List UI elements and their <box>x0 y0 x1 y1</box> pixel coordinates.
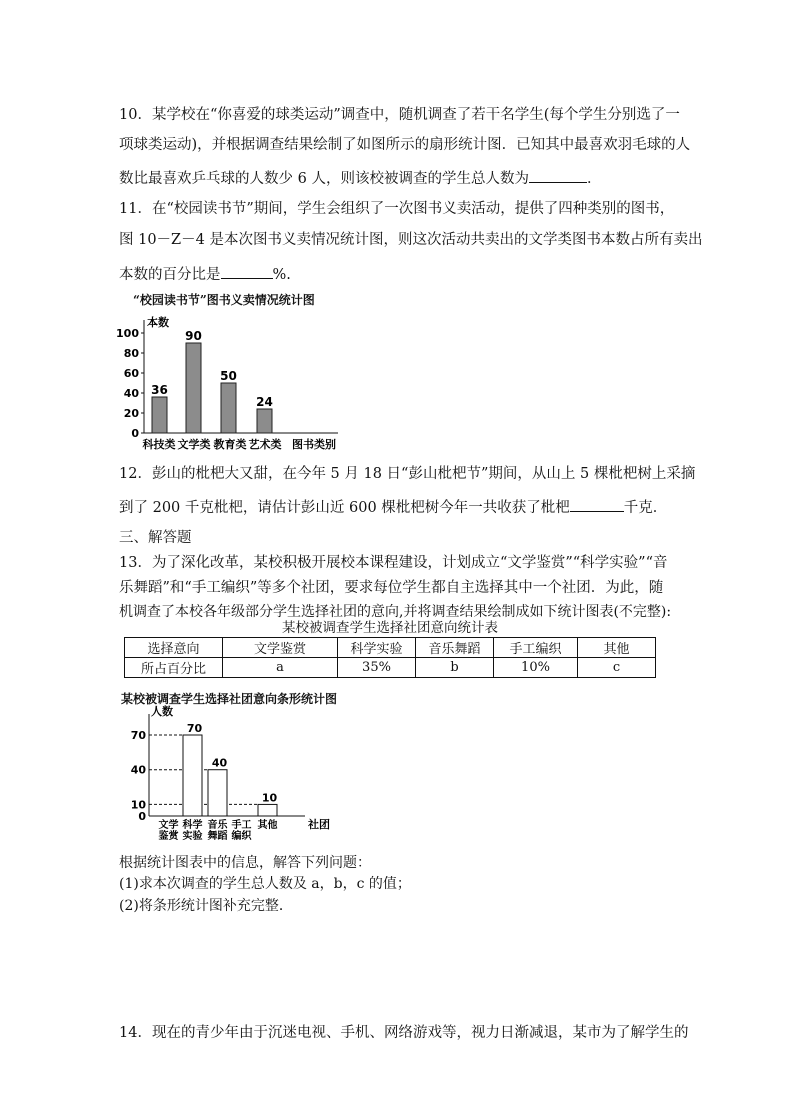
y-tick-label: 60 <box>123 367 139 380</box>
x-axis-label: 社团 <box>308 818 330 831</box>
x-tick-label: 编织 <box>231 831 252 842</box>
q13-after: 根据统计图表中的信息，解答下列问题： <box>119 855 371 871</box>
q10-line2: 项球类运动)，并根据调查结果绘制了如图所示的扇形统计图．已知其中最喜欢羽毛球的人 <box>119 137 691 153</box>
bar <box>221 383 236 433</box>
x-axis-label: 图书类别 <box>292 438 336 451</box>
q10-line3-end: ． <box>586 171 602 187</box>
data-label: 36 <box>151 383 168 397</box>
bar <box>186 343 201 433</box>
section-heading: 三、解答题 <box>119 530 192 546</box>
table-cell: 所占百分比 <box>125 658 223 678</box>
q10-line3 <box>119 168 601 188</box>
y-tick-label: 0 <box>131 427 139 440</box>
q12-line2-text: 到了 200 千克枇杷，请估计彭山近 600 棵枇杷树今年一共收获了枇杷 <box>119 500 570 516</box>
x-tick-label: 音乐 <box>207 820 228 831</box>
y-tick-label: 10 <box>130 798 146 812</box>
q12-line2 <box>119 497 667 517</box>
y-axis-label: 本数 <box>147 316 169 329</box>
y-tick-label: 100 <box>116 327 139 340</box>
bar <box>152 397 167 433</box>
table-cell: 手工编织 <box>494 638 578 658</box>
y-tick-label: 40 <box>123 387 139 400</box>
table-row <box>125 658 656 678</box>
y-tick-label: 70 <box>130 729 146 742</box>
table-title: 某校被调查学生选择社团意向统计表 <box>282 620 498 636</box>
q11-line3 <box>119 264 291 284</box>
q12-line2-end: 千克． <box>623 500 668 516</box>
bar <box>208 770 227 816</box>
q10-line3-text: 数比最喜欢乒乓球的人数少 6 人，则该校被调查的学生总人数为 <box>119 171 529 187</box>
table-cell: 文学鉴赏 <box>223 638 338 658</box>
table-cell: 35% <box>338 658 416 678</box>
club-percentage-table <box>124 637 656 678</box>
data-label: 90 <box>185 329 202 343</box>
table-header-row <box>125 638 656 658</box>
data-label: 50 <box>220 369 237 383</box>
q11-line3-text: 本数的百分比是 <box>119 267 221 283</box>
q13-sub1: (1)求本次调查的学生总人数及 a，b，c 的值； <box>119 876 411 892</box>
table-cell: c <box>578 658 656 678</box>
y-tick-label: 0 <box>138 810 146 823</box>
x-tick-label: 文学类 <box>177 438 211 451</box>
book-sale-bar-chart <box>116 312 356 452</box>
q14-line1: 14．现在的青少年由于沉迷电视、手机、网络游戏等，视力日渐减退，某市为了解学生的 <box>119 1025 689 1041</box>
table-cell: b <box>416 658 494 678</box>
x-tick-label: 文学 <box>158 820 179 831</box>
q13-sub2: (2)将条形统计图补充完整． <box>119 898 293 914</box>
data-label: 70 <box>186 722 203 735</box>
y-axis-label: 人数 <box>151 705 173 718</box>
table-cell: 10% <box>494 658 578 678</box>
y-tick-label: 40 <box>130 763 146 777</box>
x-tick-label: 实验 <box>182 831 203 842</box>
x-tick-label: 艺术类 <box>248 438 282 451</box>
table-cell: 音乐舞蹈 <box>416 638 494 658</box>
bar <box>258 804 277 816</box>
table-cell: a <box>223 658 338 678</box>
x-tick-label: 科学 <box>182 820 203 831</box>
data-label: 40 <box>211 756 228 770</box>
chart1-title: “校园读书节”图书义卖情况统计图 <box>133 293 315 307</box>
club-bar-chart <box>116 702 346 842</box>
answer-blank[interactable] <box>221 264 273 279</box>
answer-blank[interactable] <box>529 168 587 183</box>
q11-line3-end: %. <box>272 267 291 283</box>
bar <box>183 735 202 816</box>
bar <box>257 409 272 433</box>
x-tick-label: 手工 <box>231 820 252 831</box>
q12-line1: 12．彭山的枇杷大又甜，在今年 5 月 18 日“彭山枇杷节”期间，从山上 5 棵枇杷树上采摘 <box>119 466 696 482</box>
q10-line1: 10．某学校在“你喜爱的球类运动”调查中，随机调查了若干名学生(每个学生分别选了一 <box>119 107 680 123</box>
q11-line2: 图 10－Z－4 是本次图书义卖情况统计图，则这次活动共卖出的文学类图书本数占所有卖出 <box>119 232 703 248</box>
data-label: 10 <box>261 791 278 805</box>
y-tick-label: 80 <box>123 347 139 360</box>
chart2-title: 某校被调查学生选择社团意向条形统计图 <box>121 692 338 706</box>
table-cell: 其他 <box>578 638 656 658</box>
x-tick-label: 鉴赏 <box>158 831 179 842</box>
answer-blank[interactable] <box>570 497 624 512</box>
x-tick-label: 科技类 <box>142 438 176 451</box>
q13-line2: 乐舞蹈”和“手工编织”等多个社团，要求每位学生都自主选择其中一个社团．为此，随 <box>119 580 664 596</box>
q13-line1: 13．为了深化改革，某校积极开展校本课程建设，计划成立“文学鉴赏”“科学实验”“音 <box>119 555 668 571</box>
q11-line1: 11．在“校园读书节”期间，学生会组织了一次图书义卖活动，提供了四种类别的图书， <box>119 201 675 217</box>
x-tick-label: 教育类 <box>213 438 247 451</box>
x-tick-label: 舞蹈 <box>207 831 228 842</box>
x-tick-label: 其他 <box>257 820 278 831</box>
table-cell: 科学实验 <box>338 638 416 658</box>
q13-line3: 机调查了本校各年级部分学生选择社团的意向,并将调查结果绘制成如下统计图表(不完整): <box>119 604 672 620</box>
data-label: 24 <box>256 395 273 409</box>
y-tick-label: 20 <box>123 407 139 420</box>
table-cell: 选择意向 <box>125 638 223 658</box>
